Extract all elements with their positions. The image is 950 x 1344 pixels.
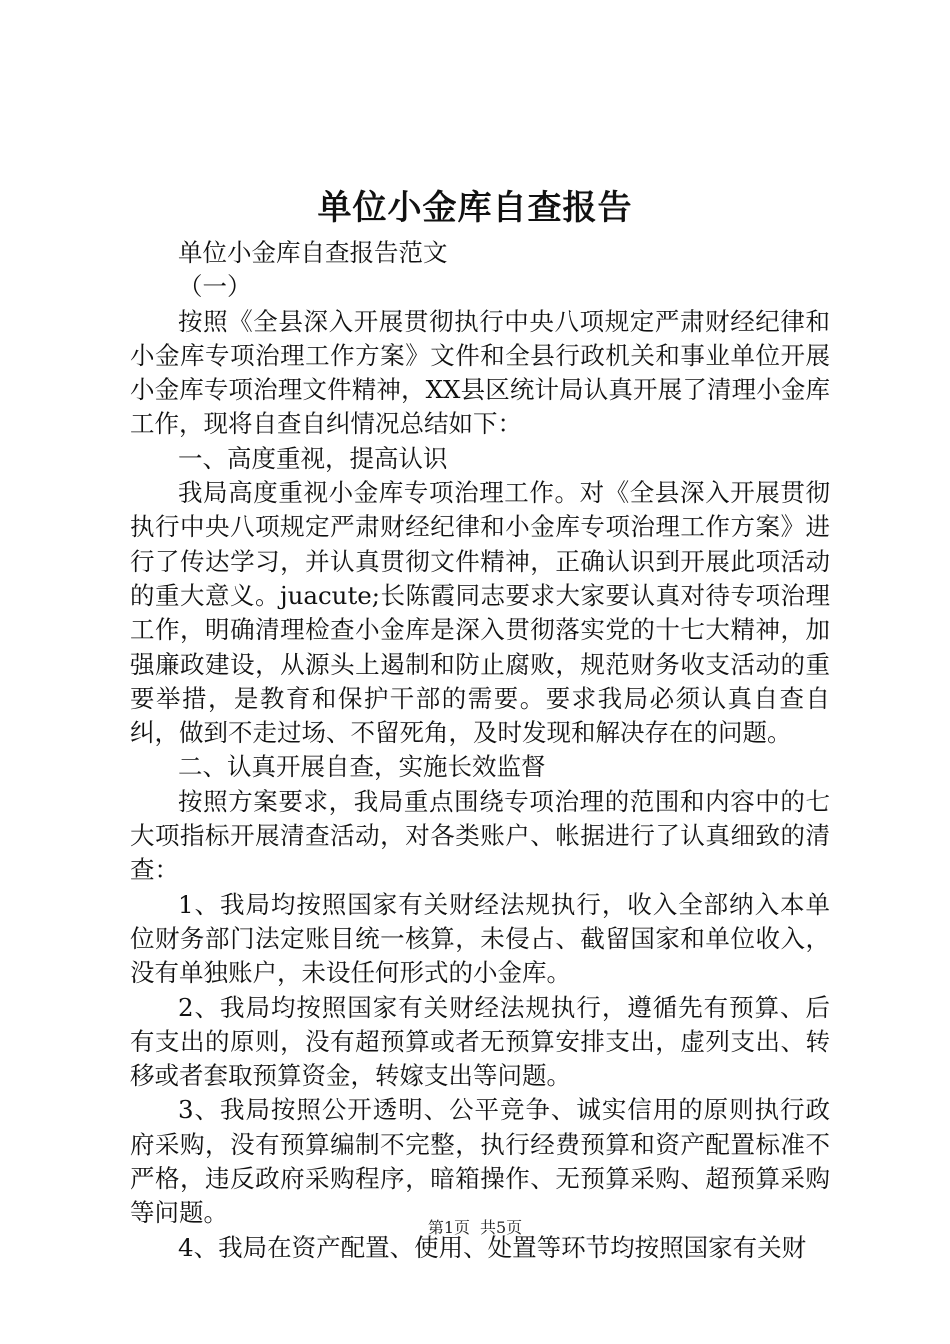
section-heading-1: 一、高度重视，提高认识 [178, 443, 448, 473]
paragraph-section-1: 我局高度重视小金库专项治理工作。对《全县深入开展贯彻执行中央八项规定严肃财经纪律和小金库专项治理工作方案》进行了传达学习，并认真贯彻文件精神，正确认识到开展此项活动的重大意义。juacute;长陈霞同志要求大家要认真对待专项治理工作，明确清理检查小金库是深入贯彻落实党的十七大精神，加强廉政建设，从源头上遏制和防止腐败，规范财务收支活动的重要举措，是教育和保护干部的需要。要求我局必须认真自查自纠，做到不走过场、不留死角，及时发现和解决存在的问题。 [130, 478, 830, 748]
paragraph-section-2: 按照方案要求，我局重点围绕专项治理的范围和内容中的七大项指标开展清查活动，对各类账户、帐据进行了认真细致的清查： [130, 786, 830, 885]
list-item-3: 3、我局按照公开透明、公平竞争、诚实信用的原则执行政府采购，没有预算编制不完整，执行经费预算和资产配置标准不严格，违反政府采购程序，暗箱操作、无预算采购、超预算采购等问题。 [130, 1095, 830, 1228]
page-total: 共5页 [480, 1218, 523, 1237]
list-item-1: 1、我局均按照国家有关财经法规执行，收入全部纳入本单位财务部门法定账目统一核算，未侵占、截留国家和单位收入，没有单独账户，未设任何形式的小金库。 [130, 889, 830, 988]
page-footer [0, 1217, 950, 1239]
document-body [130, 236, 830, 1265]
paragraph-intro: 按照《全县深入开展贯彻执行中央八项规定严肃财经纪律和小金库专项治理工作方案》文件和全县行政机关和事业单位开展小金库专项治理文件精神，XX县区统计局认真开展了清理小金库工作，现将自查自纠情况总结如下： [130, 306, 830, 439]
document-subtitle: 单位小金库自查报告范文 [178, 238, 448, 267]
list-item-4: 4、我局在资产配置、使用、处置等环节均按照国家有关财 [178, 1232, 807, 1262]
page-number: 第1页 [427, 1218, 470, 1237]
list-item-2: 2、我局均按照国家有关财经法规执行，遵循先有预算、后有支出的原则，没有超预算或者无预算安排支出，虚列支出、转移或者套取预算资金，转嫁支出等问题。 [130, 992, 830, 1091]
document-title: 单位小金库自查报告 [317, 188, 633, 228]
section-heading-2: 二、认真开展自查，实施长效监督 [178, 752, 546, 782]
section-marker: （一） [178, 272, 252, 302]
